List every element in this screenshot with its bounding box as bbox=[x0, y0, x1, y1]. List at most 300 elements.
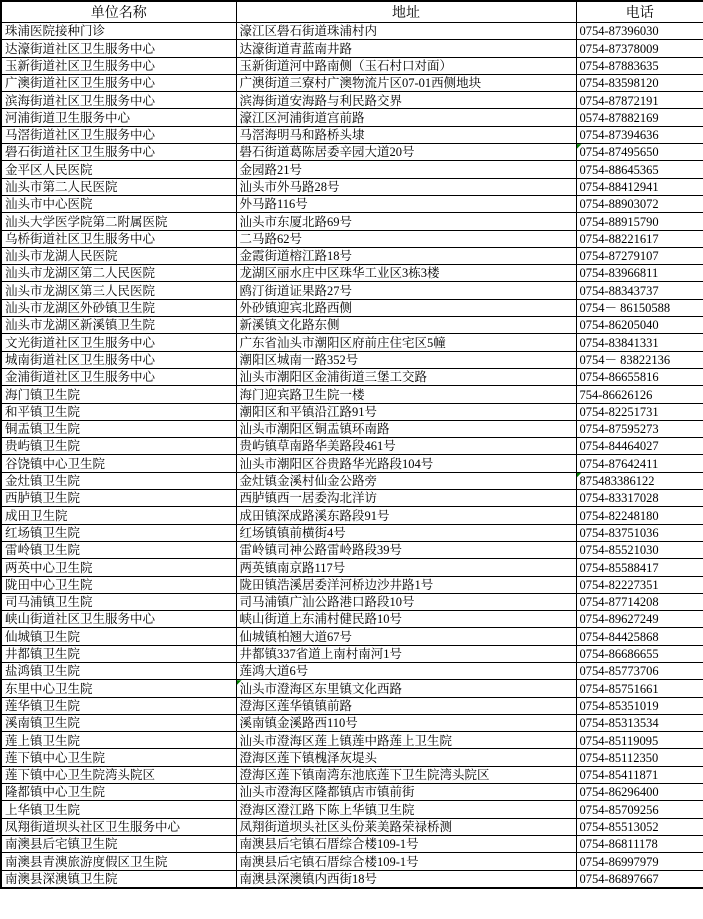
unit-name-cell[interactable] bbox=[1, 541, 236, 558]
unit-name-cell[interactable] bbox=[1, 818, 236, 835]
name-value: 海门镇卫生院 bbox=[5, 387, 81, 402]
phone-value: 0754-86205040 bbox=[579, 318, 659, 333]
address-value: 汕头市潮阳区铜盂镇环南路 bbox=[239, 422, 390, 437]
unit-name-cell[interactable] bbox=[1, 490, 236, 507]
phone-value: 0754-85709256 bbox=[579, 802, 659, 817]
unit-name-cell[interactable] bbox=[1, 801, 236, 818]
phone-cell[interactable] bbox=[576, 40, 703, 57]
table-row bbox=[1, 351, 703, 368]
name-value: 谷饶镇中心卫生院 bbox=[5, 456, 106, 471]
address-cell[interactable] bbox=[236, 490, 576, 507]
phone-value: 0574-87882169 bbox=[579, 110, 659, 125]
address-cell[interactable] bbox=[236, 178, 576, 195]
address-cell[interactable] bbox=[236, 472, 576, 489]
address-value: 汕头市澄海区莲上镇莲中路莲上卫生院 bbox=[239, 733, 453, 748]
phone-value: 0754-87714208 bbox=[579, 595, 659, 610]
name-value: 汕头市龙湖区新溪镇卫生院 bbox=[5, 318, 156, 333]
address-cell[interactable] bbox=[236, 299, 576, 316]
name-value: 两英中心卫生院 bbox=[5, 560, 93, 575]
unit-name-cell[interactable] bbox=[1, 680, 236, 697]
table-row bbox=[1, 265, 703, 282]
unit-name-cell[interactable] bbox=[1, 195, 236, 212]
address-cell[interactable] bbox=[236, 403, 576, 420]
table-row bbox=[1, 507, 703, 524]
phone-cell[interactable] bbox=[576, 195, 703, 212]
table-row bbox=[1, 403, 703, 420]
phone-cell[interactable] bbox=[576, 507, 703, 524]
address-cell[interactable] bbox=[236, 23, 576, 40]
unit-name-cell[interactable] bbox=[1, 317, 236, 334]
address-cell[interactable] bbox=[236, 213, 576, 230]
address-value: 金园路21号 bbox=[239, 162, 303, 177]
phone-cell[interactable] bbox=[576, 213, 703, 230]
unit-name-cell[interactable] bbox=[1, 697, 236, 714]
phone-value: 0754-85351019 bbox=[579, 698, 659, 713]
name-value: 汕头市龙湖区第二人民医院 bbox=[5, 266, 156, 281]
phone-cell[interactable] bbox=[576, 732, 703, 749]
address-cell[interactable] bbox=[236, 732, 576, 749]
address-value: 澄海区澄江路下陈上华镇卫生院 bbox=[239, 802, 415, 817]
address-cell[interactable] bbox=[236, 593, 576, 610]
address-cell[interactable] bbox=[236, 109, 576, 126]
unit-name-cell[interactable] bbox=[1, 507, 236, 524]
table-row bbox=[1, 317, 703, 334]
table-row bbox=[1, 645, 703, 662]
table-row bbox=[1, 40, 703, 57]
unit-name-cell[interactable] bbox=[1, 732, 236, 749]
phone-cell[interactable] bbox=[576, 714, 703, 731]
unit-name-cell[interactable] bbox=[1, 628, 236, 645]
header-row bbox=[1, 1, 703, 23]
phone-value: 0754-85112350 bbox=[579, 750, 659, 765]
unit-name-cell[interactable] bbox=[1, 853, 236, 870]
phone-cell[interactable] bbox=[576, 870, 703, 888]
unit-name-cell[interactable] bbox=[1, 178, 236, 195]
unit-name-cell[interactable] bbox=[1, 576, 236, 593]
address-value: 澄海区莲华镇镇前路 bbox=[239, 698, 353, 713]
address-cell[interactable] bbox=[236, 680, 576, 697]
address-value: 仙城镇柏翘大道67号 bbox=[239, 629, 353, 644]
name-value: 礐石街道社区卫生服务中心 bbox=[5, 145, 156, 160]
phone-value: 0754-88645365 bbox=[579, 162, 659, 177]
address-value: 二马路62号 bbox=[239, 231, 303, 246]
table-row bbox=[1, 126, 703, 143]
address-value: 海门迎宾路卫生院一楼 bbox=[239, 387, 365, 402]
phone-cell[interactable] bbox=[576, 645, 703, 662]
unit-name-cell[interactable] bbox=[1, 766, 236, 783]
address-cell[interactable] bbox=[236, 853, 576, 870]
phone-cell[interactable] bbox=[576, 835, 703, 852]
address-value: 澄海区莲下镇南湾东池底莲下卫生院湾头院区 bbox=[239, 768, 490, 783]
column-header-unit-name: 单位名称 bbox=[1, 1, 236, 23]
table-row bbox=[1, 559, 703, 576]
address-value: 南澳县后宅镇石厝综合楼109-1号 bbox=[239, 837, 419, 852]
table-row bbox=[1, 299, 703, 316]
unit-name-cell[interactable] bbox=[1, 23, 236, 40]
table-row bbox=[1, 178, 703, 195]
address-cell[interactable] bbox=[236, 766, 576, 783]
address-cell[interactable] bbox=[236, 351, 576, 368]
phone-cell[interactable] bbox=[576, 144, 703, 161]
address-cell[interactable] bbox=[236, 144, 576, 161]
address-cell[interactable] bbox=[236, 645, 576, 662]
name-value: 盐鸿镇卫生院 bbox=[5, 664, 81, 679]
address-cell[interactable] bbox=[236, 161, 576, 178]
address-cell[interactable] bbox=[236, 628, 576, 645]
name-value: 汕头市龙湖区第三人民医院 bbox=[5, 283, 156, 298]
name-value: 汕头大学医学院第二附属医院 bbox=[5, 214, 168, 229]
phone-value: 0754-85513052 bbox=[579, 819, 659, 834]
unit-name-cell[interactable] bbox=[1, 835, 236, 852]
address-cell[interactable] bbox=[236, 247, 576, 264]
phone-cell[interactable] bbox=[576, 57, 703, 74]
unit-name-cell[interactable] bbox=[1, 403, 236, 420]
phone-value: 0754-86997979 bbox=[579, 854, 659, 869]
address-cell[interactable] bbox=[236, 559, 576, 576]
name-value: 玉新街道社区卫生服务中心 bbox=[5, 58, 156, 73]
phone-cell[interactable] bbox=[576, 230, 703, 247]
phone-cell[interactable] bbox=[576, 109, 703, 126]
phone-cell[interactable] bbox=[576, 178, 703, 195]
phone-cell[interactable] bbox=[576, 403, 703, 420]
unit-name-cell[interactable] bbox=[1, 126, 236, 143]
address-cell[interactable] bbox=[236, 438, 576, 455]
table-row bbox=[1, 386, 703, 403]
phone-cell[interactable] bbox=[576, 680, 703, 697]
phone-value: 0754-88903072 bbox=[579, 197, 659, 212]
name-value: 金平区人民医院 bbox=[5, 162, 93, 177]
phone-value: 0754-85751661 bbox=[579, 681, 659, 696]
phone-cell[interactable] bbox=[576, 282, 703, 299]
unit-name-cell[interactable] bbox=[1, 386, 236, 403]
address-cell[interactable] bbox=[236, 368, 576, 385]
table-row bbox=[1, 732, 703, 749]
phone-cell[interactable] bbox=[576, 23, 703, 40]
table-row bbox=[1, 195, 703, 212]
table-row bbox=[1, 109, 703, 126]
address-value: 外马路116号 bbox=[239, 197, 308, 212]
phone-cell[interactable] bbox=[576, 368, 703, 385]
address-cell[interactable] bbox=[236, 420, 576, 437]
unit-name-cell[interactable] bbox=[1, 230, 236, 247]
address-cell[interactable] bbox=[236, 282, 576, 299]
name-value: 司马浦镇卫生院 bbox=[5, 595, 93, 610]
unit-name-cell[interactable] bbox=[1, 559, 236, 576]
address-value: 成田镇深成路溪东路段91号 bbox=[239, 508, 390, 523]
unit-name-cell[interactable] bbox=[1, 472, 236, 489]
address-cell[interactable] bbox=[236, 784, 576, 801]
address-cell[interactable] bbox=[236, 126, 576, 143]
phone-value: 0754-88915790 bbox=[579, 214, 659, 229]
name-value: 莲华镇卫生院 bbox=[5, 698, 81, 713]
phone-cell[interactable] bbox=[576, 334, 703, 351]
address-cell[interactable] bbox=[236, 57, 576, 74]
address-cell[interactable] bbox=[236, 818, 576, 835]
address-cell[interactable] bbox=[236, 576, 576, 593]
phone-value: 0754-83841331 bbox=[579, 335, 659, 350]
phone-cell[interactable] bbox=[576, 853, 703, 870]
table-row bbox=[1, 161, 703, 178]
table-row bbox=[1, 628, 703, 645]
phone-cell[interactable] bbox=[576, 74, 703, 91]
unit-name-cell[interactable] bbox=[1, 265, 236, 282]
unit-name-cell[interactable] bbox=[1, 749, 236, 766]
address-value: 两英镇南京路117号 bbox=[239, 560, 346, 575]
phone-value: 0754-87279107 bbox=[579, 249, 659, 264]
phone-value: 0754-82248180 bbox=[579, 508, 659, 523]
address-cell[interactable] bbox=[236, 662, 576, 679]
address-cell[interactable] bbox=[236, 317, 576, 334]
table-row bbox=[1, 213, 703, 230]
unit-name-cell[interactable] bbox=[1, 351, 236, 368]
table-row bbox=[1, 368, 703, 385]
table-body bbox=[1, 23, 703, 888]
name-value: 汕头市第二人民医院 bbox=[5, 180, 118, 194]
phone-value: 0754-86811178 bbox=[579, 837, 658, 852]
name-value: 南澳县青澳旅游度假区卫生院 bbox=[5, 854, 168, 869]
phone-cell[interactable] bbox=[576, 818, 703, 835]
address-value: 礐石街道葛陈居委辛园大道20号 bbox=[239, 145, 415, 160]
name-value: 峡山街道社区卫生服务中心 bbox=[5, 612, 156, 627]
phone-cell[interactable] bbox=[576, 455, 703, 472]
unit-name-cell[interactable] bbox=[1, 593, 236, 610]
address-cell[interactable] bbox=[236, 749, 576, 766]
phone-cell[interactable] bbox=[576, 265, 703, 282]
address-value: 西胪镇西一居委沟北洋访 bbox=[239, 491, 378, 506]
phone-value: 0754-82227351 bbox=[579, 577, 659, 592]
address-cell[interactable] bbox=[236, 195, 576, 212]
name-value: 井都镇卫生院 bbox=[5, 647, 81, 662]
table-row bbox=[1, 524, 703, 541]
table-row bbox=[1, 714, 703, 731]
phone-cell[interactable] bbox=[576, 351, 703, 368]
address-value: 鸥汀街道证果路27号 bbox=[239, 283, 353, 298]
address-value: 司马浦镇广汕公路港口路段10号 bbox=[239, 595, 415, 610]
unit-name-cell[interactable] bbox=[1, 524, 236, 541]
name-value: 汕头市龙湖区外砂镇卫生院 bbox=[5, 301, 156, 316]
unit-name-cell[interactable] bbox=[1, 40, 236, 57]
phone-cell[interactable] bbox=[576, 697, 703, 714]
unit-name-cell[interactable] bbox=[1, 213, 236, 230]
phone-cell[interactable] bbox=[576, 541, 703, 558]
name-value: 铜盂镇卫生院 bbox=[5, 422, 81, 437]
phone-value: 0754-87595273 bbox=[579, 422, 659, 437]
phone-cell[interactable] bbox=[576, 784, 703, 801]
phone-cell[interactable] bbox=[576, 662, 703, 679]
address-value: 滨海街道安海路与利民路交界 bbox=[239, 93, 403, 108]
table-row bbox=[1, 247, 703, 264]
address-cell[interactable] bbox=[236, 507, 576, 524]
table-row bbox=[1, 144, 703, 161]
address-value: 外砂镇迎宾北路西侧 bbox=[239, 301, 353, 316]
phone-value: 0754-83317028 bbox=[579, 491, 659, 506]
unit-name-cell[interactable] bbox=[1, 438, 236, 455]
phone-value: 754-86626126 bbox=[579, 387, 653, 402]
address-cell[interactable] bbox=[236, 386, 576, 403]
table-row bbox=[1, 576, 703, 593]
phone-value: 0754-86296400 bbox=[579, 785, 659, 800]
phone-value: 0754-85521030 bbox=[579, 543, 659, 558]
unit-name-cell[interactable] bbox=[1, 247, 236, 264]
name-value: 乌桥街道社区卫生服务中心 bbox=[5, 231, 156, 246]
name-value: 莲下镇中心卫生院 bbox=[5, 750, 106, 765]
unit-name-cell[interactable] bbox=[1, 870, 236, 888]
address-cell[interactable] bbox=[236, 541, 576, 558]
unit-name-cell[interactable] bbox=[1, 455, 236, 472]
unit-name-cell[interactable] bbox=[1, 420, 236, 437]
name-value: 上华镇卫生院 bbox=[5, 802, 81, 817]
address-value: 井都镇337省道上南村南河1号 bbox=[239, 647, 403, 662]
phone-value: 0754-85313534 bbox=[579, 716, 659, 731]
phone-value: 0754-86686655 bbox=[579, 647, 659, 662]
name-value: 莲上镇卫生院 bbox=[5, 733, 81, 748]
unit-name-cell[interactable] bbox=[1, 282, 236, 299]
address-value: 陇田镇浩溪居委洋河桥边沙井路1号 bbox=[239, 577, 434, 592]
phone-cell[interactable] bbox=[576, 576, 703, 593]
phone-cell[interactable] bbox=[576, 801, 703, 818]
phone-cell[interactable] bbox=[576, 92, 703, 109]
unit-name-cell[interactable] bbox=[1, 144, 236, 161]
address-value: 广澳街道三寮村广澳物流片区07-01西侧地块 bbox=[239, 76, 482, 91]
table-row bbox=[1, 870, 703, 888]
table-row bbox=[1, 784, 703, 801]
phone-cell[interactable] bbox=[576, 438, 703, 455]
unit-name-cell[interactable] bbox=[1, 368, 236, 385]
name-value: 溪南镇卫生院 bbox=[5, 716, 81, 731]
unit-name-cell[interactable] bbox=[1, 161, 236, 178]
phone-value: 0754-87872191 bbox=[579, 93, 659, 108]
name-value: 马滘街道社区卫生服务中心 bbox=[5, 128, 156, 143]
name-value: 汕头市中心医院 bbox=[5, 197, 93, 212]
phone-value: 0754-87378009 bbox=[579, 41, 659, 56]
address-value: 溪南镇金溪路西110号 bbox=[239, 716, 358, 731]
table-row bbox=[1, 801, 703, 818]
address-value: 龙湖区丽水庄中区珠华工业区3栋3楼 bbox=[239, 266, 440, 281]
phone-value: 0754-83966811 bbox=[579, 266, 659, 281]
table-row bbox=[1, 282, 703, 299]
address-value: 汕头市潮阳区谷贵路华光路段104号 bbox=[239, 456, 434, 471]
phone-cell[interactable] bbox=[576, 126, 703, 143]
table-row bbox=[1, 680, 703, 697]
address-cell[interactable] bbox=[236, 334, 576, 351]
name-value: 红场镇卫生院 bbox=[5, 525, 81, 540]
address-value: 汕头市澄海区东里镇文化西路 bbox=[239, 681, 403, 696]
address-cell[interactable] bbox=[236, 611, 576, 628]
unit-name-cell[interactable] bbox=[1, 714, 236, 731]
address-cell[interactable] bbox=[236, 92, 576, 109]
table-row bbox=[1, 853, 703, 870]
table-row bbox=[1, 334, 703, 351]
address-value: 峡山街道上东浦村健民路10号 bbox=[239, 612, 403, 627]
phone-cell[interactable] bbox=[576, 749, 703, 766]
address-value: 汕头市外马路28号 bbox=[239, 180, 340, 194]
address-cell[interactable] bbox=[236, 801, 576, 818]
phone-value: 0754-86897667 bbox=[579, 871, 659, 886]
unit-name-cell[interactable] bbox=[1, 57, 236, 74]
address-cell[interactable] bbox=[236, 697, 576, 714]
phone-cell[interactable] bbox=[576, 766, 703, 783]
unit-name-cell[interactable] bbox=[1, 334, 236, 351]
phone-value: 875483386122 bbox=[579, 474, 655, 489]
address-value: 南澳县后宅镇石厝综合楼109-1号 bbox=[239, 854, 419, 869]
address-cell[interactable] bbox=[236, 455, 576, 472]
unit-name-cell[interactable] bbox=[1, 784, 236, 801]
address-cell[interactable] bbox=[236, 74, 576, 91]
unit-name-cell[interactable] bbox=[1, 92, 236, 109]
unit-name-cell[interactable] bbox=[1, 109, 236, 126]
phone-cell[interactable] bbox=[576, 559, 703, 576]
address-value: 汕头市东厦北路69号 bbox=[239, 214, 353, 229]
phone-cell[interactable] bbox=[576, 420, 703, 437]
phone-value: 0754-83598120 bbox=[579, 76, 659, 91]
address-cell[interactable] bbox=[236, 265, 576, 282]
table-row bbox=[1, 541, 703, 558]
address-value: 凤翔街道坝头社区头份莱美路荣禄桥测 bbox=[239, 819, 453, 834]
phone-cell[interactable] bbox=[576, 386, 703, 403]
name-value: 城南街道社区卫生服务中心 bbox=[5, 352, 156, 367]
phone-cell[interactable] bbox=[576, 472, 703, 489]
name-value: 隆都镇中心卫生院 bbox=[5, 785, 106, 800]
table-row bbox=[1, 420, 703, 437]
address-value: 澄海区莲下镇槐泽灰堤头 bbox=[239, 750, 378, 765]
phone-value: 0754-87642411 bbox=[579, 456, 659, 471]
phone-cell[interactable] bbox=[576, 299, 703, 316]
table-row bbox=[1, 662, 703, 679]
table-row bbox=[1, 92, 703, 109]
name-value: 成田卫生院 bbox=[5, 508, 68, 523]
phone-cell[interactable] bbox=[576, 628, 703, 645]
column-header-address: 地址 bbox=[236, 1, 576, 23]
phone-cell[interactable] bbox=[576, 593, 703, 610]
unit-name-cell[interactable] bbox=[1, 74, 236, 91]
name-value: 金浦街道社区卫生服务中心 bbox=[5, 370, 156, 385]
unit-name-cell[interactable] bbox=[1, 662, 236, 679]
phone-cell[interactable] bbox=[576, 317, 703, 334]
unit-name-cell[interactable] bbox=[1, 611, 236, 628]
address-value: 汕头市澄海区隆都镇店市镇前街 bbox=[239, 785, 415, 800]
table-row bbox=[1, 230, 703, 247]
table-row bbox=[1, 611, 703, 628]
address-cell[interactable] bbox=[236, 40, 576, 57]
phone-value: 0754-84464027 bbox=[579, 439, 659, 454]
address-cell[interactable] bbox=[236, 524, 576, 541]
name-value: 金灶镇卫生院 bbox=[5, 474, 81, 489]
phone-cell[interactable] bbox=[576, 524, 703, 541]
address-value: 贵屿镇草南路华美路段461号 bbox=[239, 439, 396, 454]
phone-cell[interactable] bbox=[576, 161, 703, 178]
phone-value: 0754-85773706 bbox=[579, 664, 659, 679]
name-value: 陇田中心卫生院 bbox=[5, 577, 93, 592]
address-value: 达濠街道青蓝南井路 bbox=[239, 41, 353, 56]
name-value: 东里中心卫生院 bbox=[5, 681, 93, 696]
name-value: 和平镇卫生院 bbox=[5, 404, 81, 419]
address-cell[interactable] bbox=[236, 870, 576, 888]
phone-cell[interactable] bbox=[576, 611, 703, 628]
name-value: 滨海街道社区卫生服务中心 bbox=[5, 93, 156, 108]
unit-name-cell[interactable] bbox=[1, 299, 236, 316]
address-value: 濠江区礐石街道珠浦村内 bbox=[239, 24, 378, 39]
name-value: 汕头市龙湖人民医院 bbox=[5, 249, 118, 264]
name-value: 贵屿镇卫生院 bbox=[5, 439, 81, 454]
address-cell[interactable] bbox=[236, 230, 576, 247]
phone-cell[interactable] bbox=[576, 490, 703, 507]
name-value: 珠浦医院接种门诊 bbox=[5, 24, 106, 39]
name-value: 达濠街道社区卫生服务中心 bbox=[5, 41, 156, 56]
phone-cell[interactable] bbox=[576, 247, 703, 264]
unit-name-cell[interactable] bbox=[1, 645, 236, 662]
address-cell[interactable] bbox=[236, 714, 576, 731]
address-cell[interactable] bbox=[236, 835, 576, 852]
